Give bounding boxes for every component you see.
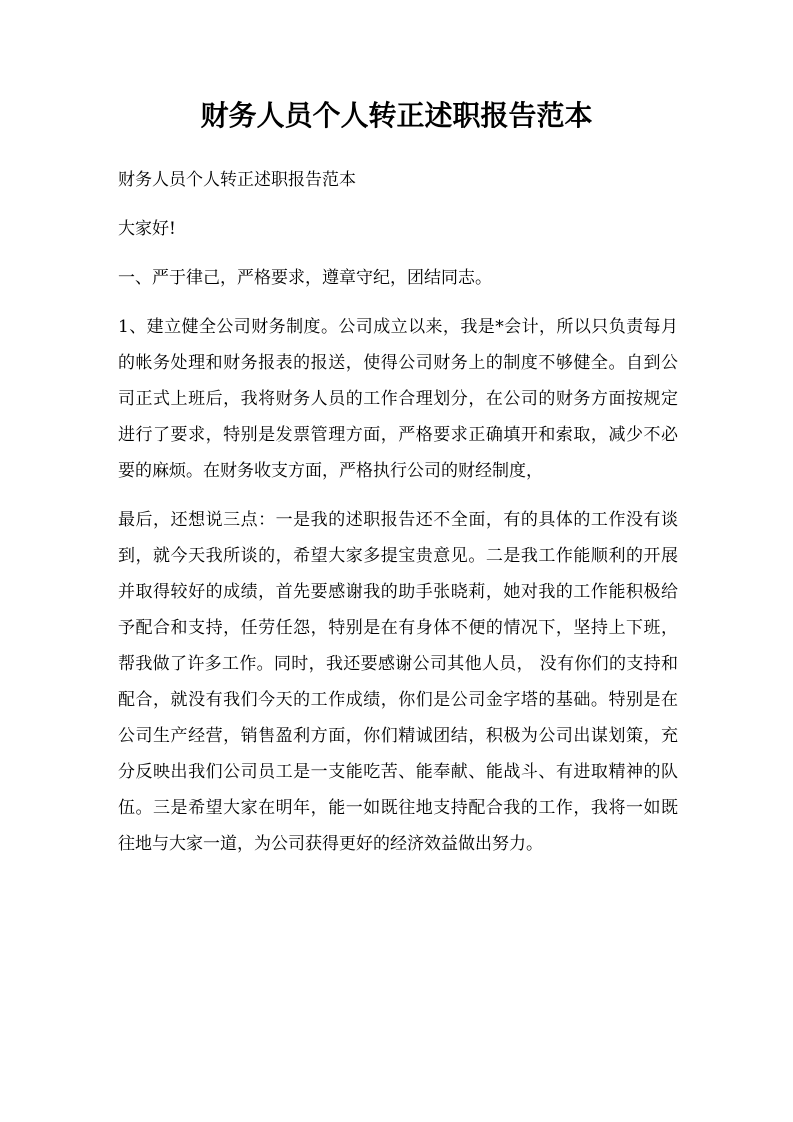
document-body: [118, 162, 678, 862]
financial-system-paragraph: 1、建立健全公司财务制度。公司成立以来，我是*会计，所以只负责每月的帐务处理和财务报表的报送，使得公司财务上的制度不够健全。自到公司正式上班后，我将财务人员的工作合理划分，在公司的财务方面按规定进行了要求，特别是发票管理方面，严格要求正确填开和索取，减少不必要的麻烦。在财务收支方面，严格执行公司的财经制度，: [118, 317, 678, 481]
greeting-paragraph: 大家好!: [118, 219, 176, 239]
document-title: 财务人员个人转正述职报告范本: [200, 99, 593, 132]
closing-paragraph: 最后，还想说三点：一是我的述职报告还不全面，有的具体的工作没有谈到，就今天我所谈的，希望大家多提宝贵意见。二是我工作能顺利的开展并取得较好的成绩，首先要感谢我的助手张晓莉，她对我的工作能积极给予配合和支持，任劳任怨，特别是在有身体不便的情况下，坚持上下班，帮我做了许多工作。同时，我还要感谢公司其他人员， 没有你们的支持和配合，就没有我们今天的工作成绩，你们是公司金字塔的基础。特别是在公司生产经营，销售盈利方面，你们精诚团结，积极为公司出谋划策，充分反映出我们公司员工是一支能吃苦、能奉献、能战斗、有进取精神的队伍。三是希望大家在明年，能一如既往地支持配合我的工作，我将一如既往地与大家一道，为公司获得更好的经济效益做出努力。: [118, 510, 678, 854]
subtitle-paragraph: 财务人员个人转正述职报告范本: [118, 170, 356, 190]
section-heading-paragraph: 一、严于律己，严格要求，遵章守纪，团结同志。: [118, 268, 492, 288]
